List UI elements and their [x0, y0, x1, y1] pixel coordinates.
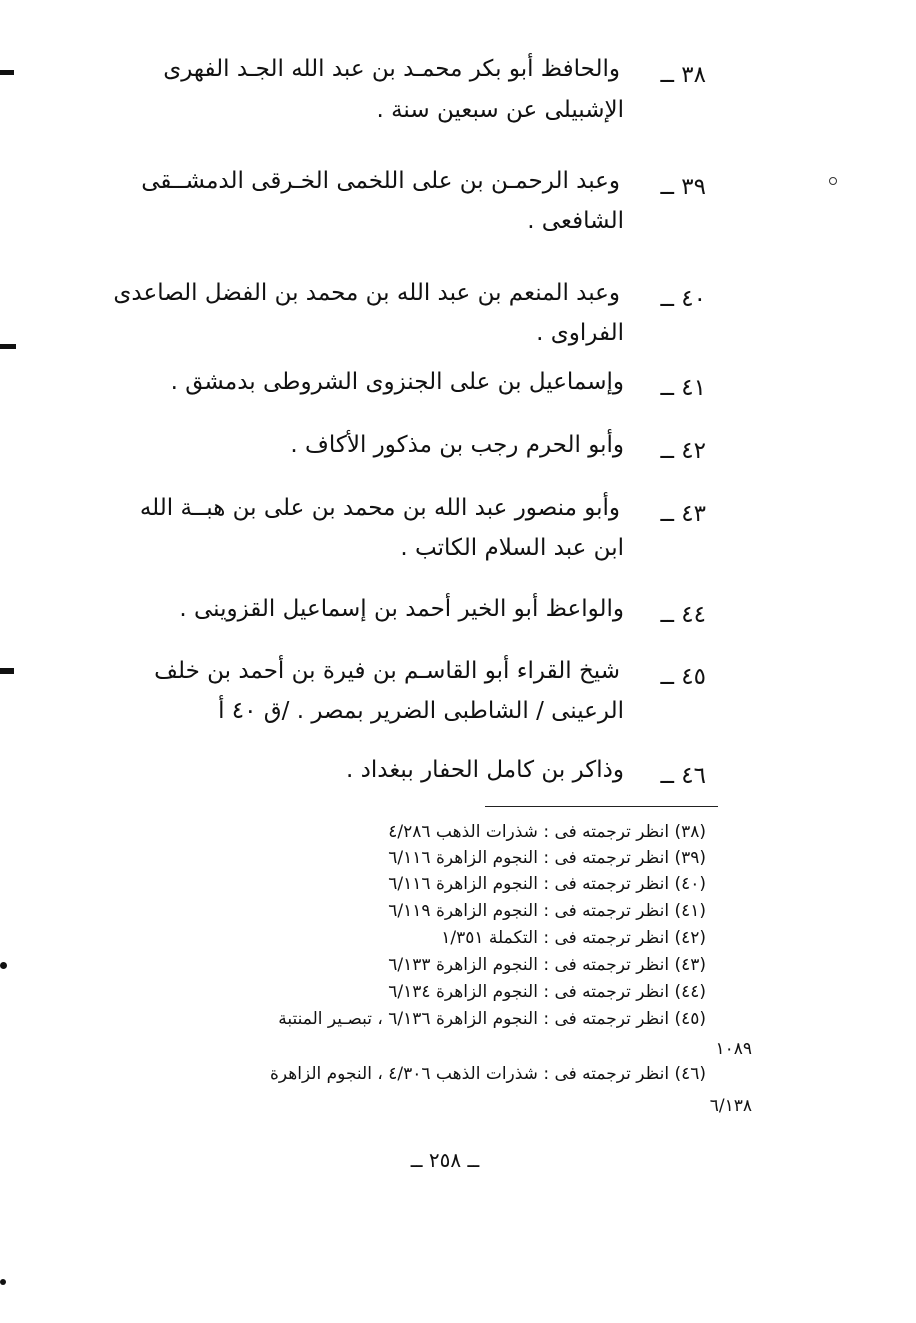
entry-38-line2: الإشبيلى عن سبعين سنة .: [376, 97, 624, 123]
entry-39: [660, 168, 706, 206]
footnote-text: انظر ترجمته فى : النجوم الزاهرة ٦/١٣٣: [388, 955, 670, 975]
entry-number: ٤١: [681, 375, 706, 401]
footnote-46-continuation: ٦/١٣٨: [709, 1096, 752, 1116]
entry-40: [660, 280, 706, 318]
entry-dash: ــ: [660, 438, 674, 464]
scan-mark: [0, 344, 16, 349]
entry-41-line1: وإسماعيل بن على الجنزوى الشروطى بدمشق .: [170, 369, 624, 395]
footnote-number: (٤٢): [674, 928, 706, 948]
entry-dash: ــ: [660, 62, 674, 88]
footnote-number: (٣٨): [674, 822, 706, 842]
entry-number: ٤٣: [681, 501, 706, 527]
entry-42: [660, 432, 706, 470]
entry-dash: ــ: [660, 174, 674, 200]
entry-46: [660, 757, 706, 795]
entry-38: [660, 56, 706, 94]
entry-number: ٤٤: [681, 602, 706, 628]
footnote-45: [278, 1009, 706, 1029]
entry-dash: ــ: [660, 501, 674, 527]
entry-number: ٤٦: [681, 763, 706, 789]
entry-number: ٣٨: [681, 62, 706, 88]
entry-dash: ــ: [660, 375, 674, 401]
footnote-42: [441, 928, 706, 948]
entry-dash: ــ: [660, 763, 674, 789]
entry-45-line1: شيخ القراء أبو القاسـم بن فيرة بن أحمد بن خلف: [154, 658, 620, 684]
footnote-43: [388, 955, 706, 975]
footnote-number: (٤٦): [674, 1064, 706, 1084]
scan-speck: [829, 177, 837, 185]
entry-dash: ــ: [660, 664, 674, 690]
scan-mark: [0, 668, 14, 674]
footnote-number: (٤١): [674, 901, 706, 921]
entry-46-line1: وذاكر بن كامل الحفار ببغداد .: [346, 757, 624, 783]
entry-dash: ــ: [660, 602, 674, 628]
footnote-39: [388, 848, 706, 868]
entry-38-line1: والحافظ أبو بكر محمـد بن عبد الله الجـد الفهرى: [163, 56, 620, 82]
footnote-number: (٤٠): [674, 874, 706, 894]
scan-mark: [0, 962, 7, 969]
page-number: ــ ٢٥٨ ــ: [410, 1148, 480, 1172]
footnote-separator: [485, 806, 718, 807]
footnote-text: انظر ترجمته فى : النجوم الزاهرة ٦/١١٩: [388, 901, 670, 921]
entry-39-line2: الشافعى .: [527, 208, 624, 234]
footnote-number: (٤٥): [674, 1009, 706, 1029]
entry-43-line2: ابن عبد السلام الكاتب .: [400, 535, 624, 561]
footnote-text: انظر ترجمته فى : النجوم الزاهرة ٦/١١٦: [388, 848, 670, 868]
footnote-number: (٤٣): [674, 955, 706, 975]
footnote-text: انظر ترجمته فى : النجوم الزاهرة ٦/١٣٦ ، تبصـير المنتبة: [278, 1009, 670, 1029]
footnote-41: [388, 901, 706, 921]
entry-40-line1: وعبد المنعم بن عبد الله بن محمد بن الفضل الصاعدى: [113, 280, 620, 306]
entry-number: ٤٥: [681, 664, 706, 690]
footnote-text: انظر ترجمته فى : شذرات الذهب ٤/٣٠٦ ، النجوم الزاهرة: [269, 1064, 670, 1084]
footnote-text: انظر ترجمته فى : التكملة ١/٣٥١: [441, 928, 670, 948]
entry-39-line1: وعبد الرحمـن بن على اللخمى الخـرقى الدمشــقى: [141, 168, 620, 194]
entry-43: [660, 495, 706, 533]
entry-45-line2: الرعينى / الشاطبى الضرير بمصر . /ق ٤٠ أ: [218, 698, 624, 724]
entry-number: ٤٢: [681, 438, 706, 464]
footnote-text: انظر ترجمته فى : النجوم الزاهرة ٦/١١٦: [388, 874, 670, 894]
entry-43-line1: وأبو منصور عبد الله بن محمد بن على بن هبــة الله: [139, 495, 620, 521]
footnote-44: [388, 982, 706, 1002]
footnote-46: [270, 1064, 706, 1084]
footnote-45-continuation: ١٠٨٩: [715, 1039, 752, 1059]
footnote-text: انظر ترجمته فى : شذرات الذهب ٤/٢٨٦: [388, 822, 670, 842]
entry-44: [660, 596, 706, 634]
entry-dash: ــ: [660, 286, 674, 312]
entry-44-line1: والواعظ أبو الخير أحمد بن إسماعيل القزوينى .: [179, 596, 624, 622]
footnote-number: (٣٩): [674, 848, 706, 868]
entry-40-line2: الفراوى .: [536, 320, 624, 346]
entry-number: ٤٠: [681, 286, 706, 312]
scan-mark: [0, 1279, 6, 1285]
footnote-38: [388, 822, 706, 842]
footnote-number: (٤٤): [674, 982, 706, 1002]
footnote-40: [388, 874, 706, 894]
scan-mark: [0, 70, 14, 75]
footnote-text: انظر ترجمته فى : النجوم الزاهرة ٦/١٣٤: [388, 982, 670, 1002]
entry-42-line1: وأبو الحرم رجب بن مذكور الأكاف .: [290, 432, 624, 458]
entry-number: ٣٩: [681, 174, 706, 200]
entry-41: [660, 369, 706, 407]
entry-45: [660, 658, 706, 696]
